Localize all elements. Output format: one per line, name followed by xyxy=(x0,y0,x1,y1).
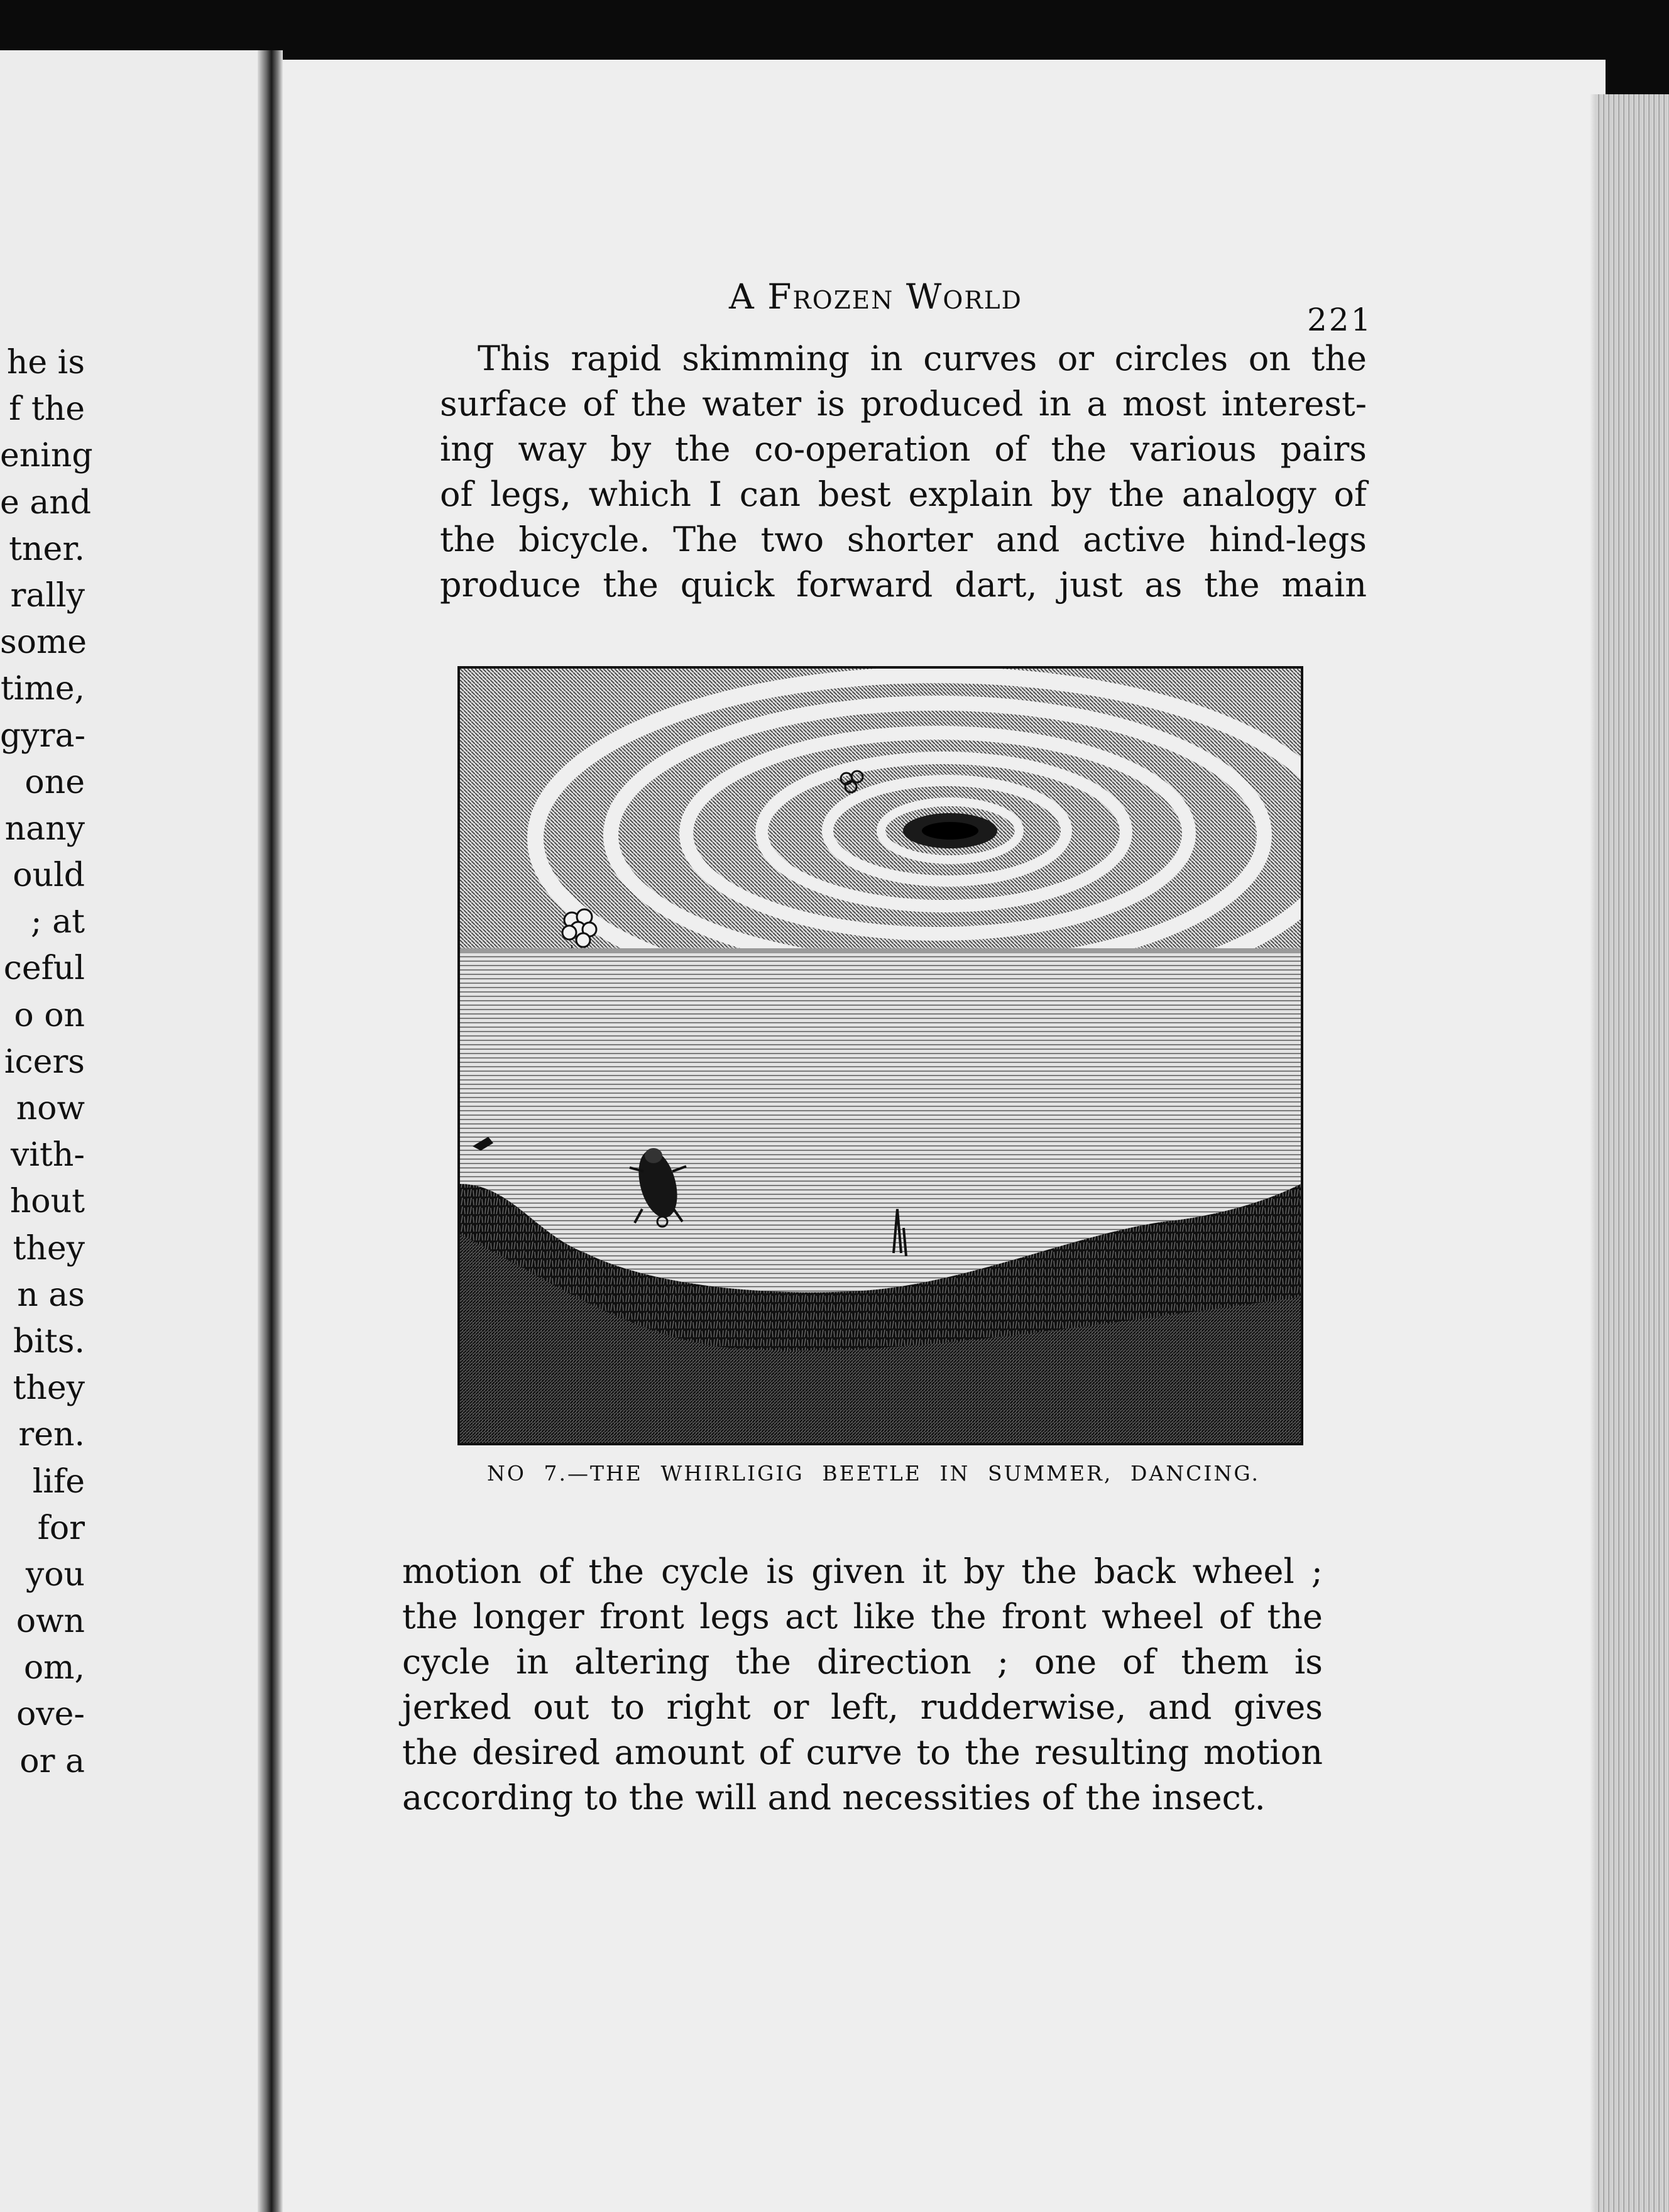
text-line: of legs, which I can best explain by the analogy of xyxy=(440,474,1367,514)
text-line: This rapid skimming in curves or circles on the xyxy=(478,339,1367,378)
left-page-line-fragment: rally xyxy=(10,576,85,615)
text-line: jerked out to right or left, rudderwise, and gives xyxy=(402,1687,1323,1727)
text-line: produce the quick forward dart, just as the main xyxy=(440,565,1367,605)
left-page-line-fragment: some xyxy=(0,623,87,662)
left-page-line-fragment: ould xyxy=(13,857,85,895)
text-line: the bicycle. The two shorter and active hind-legs xyxy=(440,520,1367,559)
left-page-line-fragment: own xyxy=(16,1602,85,1641)
left-page-line-fragment: for xyxy=(37,1509,85,1547)
left-page-line-fragment: ren. xyxy=(18,1416,85,1454)
left-page-line-fragment: tner. xyxy=(9,530,85,568)
text-line: cycle in altering the direction ; one of them is xyxy=(402,1642,1323,1682)
page-number: 221 xyxy=(1307,302,1373,338)
paragraph-bottom xyxy=(402,1549,1323,1821)
left-page-line-fragment: they xyxy=(13,1229,85,1268)
text-line: motion of the cycle is given it by the back wheel ; xyxy=(402,1552,1323,1591)
left-page-line-fragment: ove- xyxy=(16,1695,85,1734)
left-page-line-fragment: they xyxy=(13,1369,85,1408)
left-page-line-fragment: ; at xyxy=(31,903,85,941)
left-page-line-fragment: gyra- xyxy=(0,716,86,755)
whirligig-beetle-illustration xyxy=(457,666,1303,1445)
left-page-line-fragment: bits. xyxy=(13,1322,85,1361)
text-line: surface of the water is produced in a most interest- xyxy=(440,384,1367,424)
text-line: the desired amount of curve to the resulting motion xyxy=(402,1733,1323,1772)
left-page-line-fragment: you xyxy=(25,1555,85,1594)
left-page-line-fragment: icers xyxy=(4,1043,85,1081)
engraving-image xyxy=(460,669,1301,1443)
left-page-line-fragment: one xyxy=(25,763,85,801)
text-line: the longer front legs act like the front wheel of the xyxy=(402,1597,1323,1636)
left-page-line-fragment: life xyxy=(32,1462,85,1501)
left-page-line-fragment: or a xyxy=(19,1742,85,1780)
left-page-line-fragment: o on xyxy=(14,996,85,1034)
running-head-text: A Frozen World xyxy=(729,276,1022,317)
left-page-line-fragment: ening xyxy=(0,437,93,475)
left-page-line-fragment: now xyxy=(16,1090,85,1127)
left-page-line-fragment: f the xyxy=(9,390,85,429)
left-page-line-fragment: nany xyxy=(4,809,85,848)
book-gutter xyxy=(258,50,283,2212)
left-page-line-fragment: om, xyxy=(23,1649,85,1687)
paragraph-top xyxy=(440,336,1367,608)
left-page-text xyxy=(0,339,93,1785)
text-line: ing way by the co-operation of the various pairs xyxy=(440,429,1367,469)
figure-caption: NO 7.—THE WHIRLIGIG BEETLE IN SUMMER, DANCING. xyxy=(487,1461,1260,1486)
left-page-line-fragment: ceful xyxy=(3,950,85,988)
text-line: according to the will and necessities of the insect. xyxy=(402,1778,1266,1817)
left-page-line-fragment: hout xyxy=(9,1183,85,1221)
left-page-line-fragment: e and xyxy=(0,483,92,522)
waterline xyxy=(460,948,1301,953)
left-page-line-fragment: time, xyxy=(0,670,85,708)
left-page-line-fragment: he is xyxy=(6,344,85,381)
left-page-line-fragment: n as xyxy=(17,1276,85,1314)
running-head xyxy=(729,276,1106,320)
left-page-line-fragment: vith- xyxy=(11,1136,85,1174)
page-edge-stack xyxy=(1596,94,1669,2212)
